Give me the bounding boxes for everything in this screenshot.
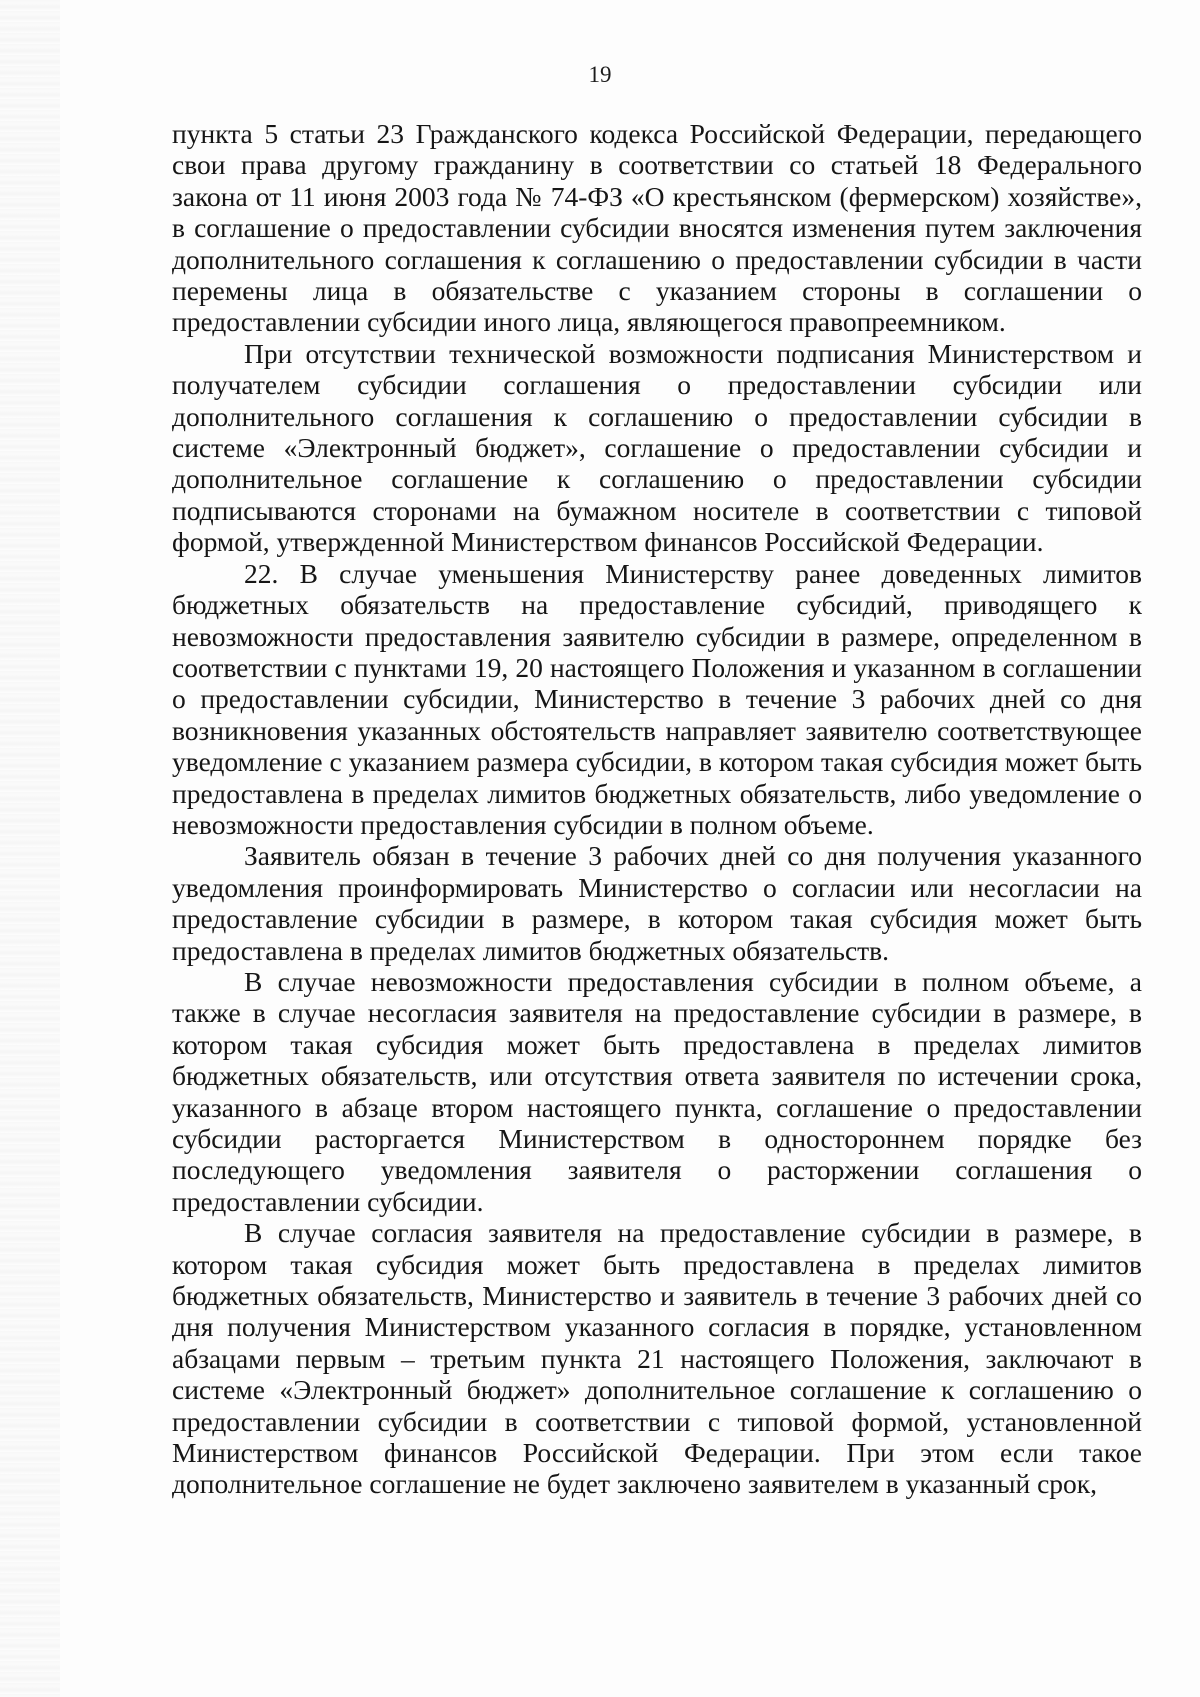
page-number: 19 [588, 62, 612, 87]
paragraph-item-22: 22. В случае уменьшения Министерству ранее доведенных лимитов бюджетных обязательств на предоставление субсидий, приводящего к невозможности предоставления заявителю субсидии в размере, определенном в соответствии с пунктами 19, 20 настоящего Положения и указанном в соглашении о предоставлении субсидии, Министерство в течение 3 рабочих дней со дня возникновения указанных обстоятельств направляет заявителю соответствующее уведомление с указанием размера субсидии, в котором такая субсидия может быть предоставлена в пределах лимитов бюджетных обязательств, либо уведомление о невозможности предоставления субсидии в полном объеме. [172, 557, 1142, 840]
paragraph-applicant-obligation: Заявитель обязан в течение 3 рабочих дней со дня получения указанного уведомления проинформировать Министерство о согласии или несогласии на предоставление субсидии в размере, в котором такая субсидия может быть предоставлена в пределах лимитов бюджетных обязательств. [172, 840, 1142, 966]
paragraph-continuation: пункта 5 статьи 23 Гражданского кодекса Российской Федерации, передающего свои права другому гражданину в соответствии со статьей 18 Федерального закона от 11 июня 2003 года № 74-ФЗ «О крестьянском (фермерском) хозяйстве», в соглашение о предоставлении субсидии вносятся изменения путем заключения дополнительного соглашения к соглашению о предоставлении субсидии в части перемены лица в обязательстве с указанием стороны в соглашении о предоставлении субсидии иного лица, являющегося правопреемником. [172, 118, 1142, 338]
paragraph-no-technical-possibility: При отсутствии технической возможности подписания Министерством и получателем субсидии соглашения о предоставлении субсидии или дополнительного соглашения к соглашению о предоставлении субсидии в системе «Электронный бюджет», соглашение о предоставлении субсидии и дополнительное соглашение к соглашению о предоставлении субсидии подписываются сторонами на бумажном носителе в соответствии с типовой формой, утвержденной Министерством финансов Российской Федерации. [172, 337, 1142, 558]
paragraph-termination: В случае невозможности предоставления субсидии в полном объеме, а также в случае несогласия заявителя на предоставление субсидии в размере, в котором такая субсидия может быть предоставлена в пределах лимитов бюджетных обязательств, или отсутствия ответа заявителя по истечении срока, указанного в абзаце втором настоящего пункта, соглашение о предоставлении субсидии расторгается Министерством в одностороннем порядке без последующего уведомления заявителя о расторжении соглашения о предоставлении субсидии. [172, 965, 1142, 1217]
scan-edge-artifact [0, 0, 60, 1697]
document-body [172, 118, 1142, 1500]
paragraph-consent: В случае согласия заявителя на предоставление субсидии в размере, в котором такая субсидия может быть предоставлена в пределах лимитов бюджетных обязательств, Министерство и заявитель в течение 3 рабочих дней со дня получения Министерством указанного согласия в порядке, установленном абзацами первым – третьим пункта 21 настоящего Положения, заключают в системе «Электронный бюджет» дополнительное соглашение к соглашению о предоставлении субсидии в соответствии с типовой формой, установленной Министерством финансов Российской Федерации. При этом если такое дополнительное соглашение не будет заключено заявителем в указанный срок, [172, 1217, 1142, 1500]
